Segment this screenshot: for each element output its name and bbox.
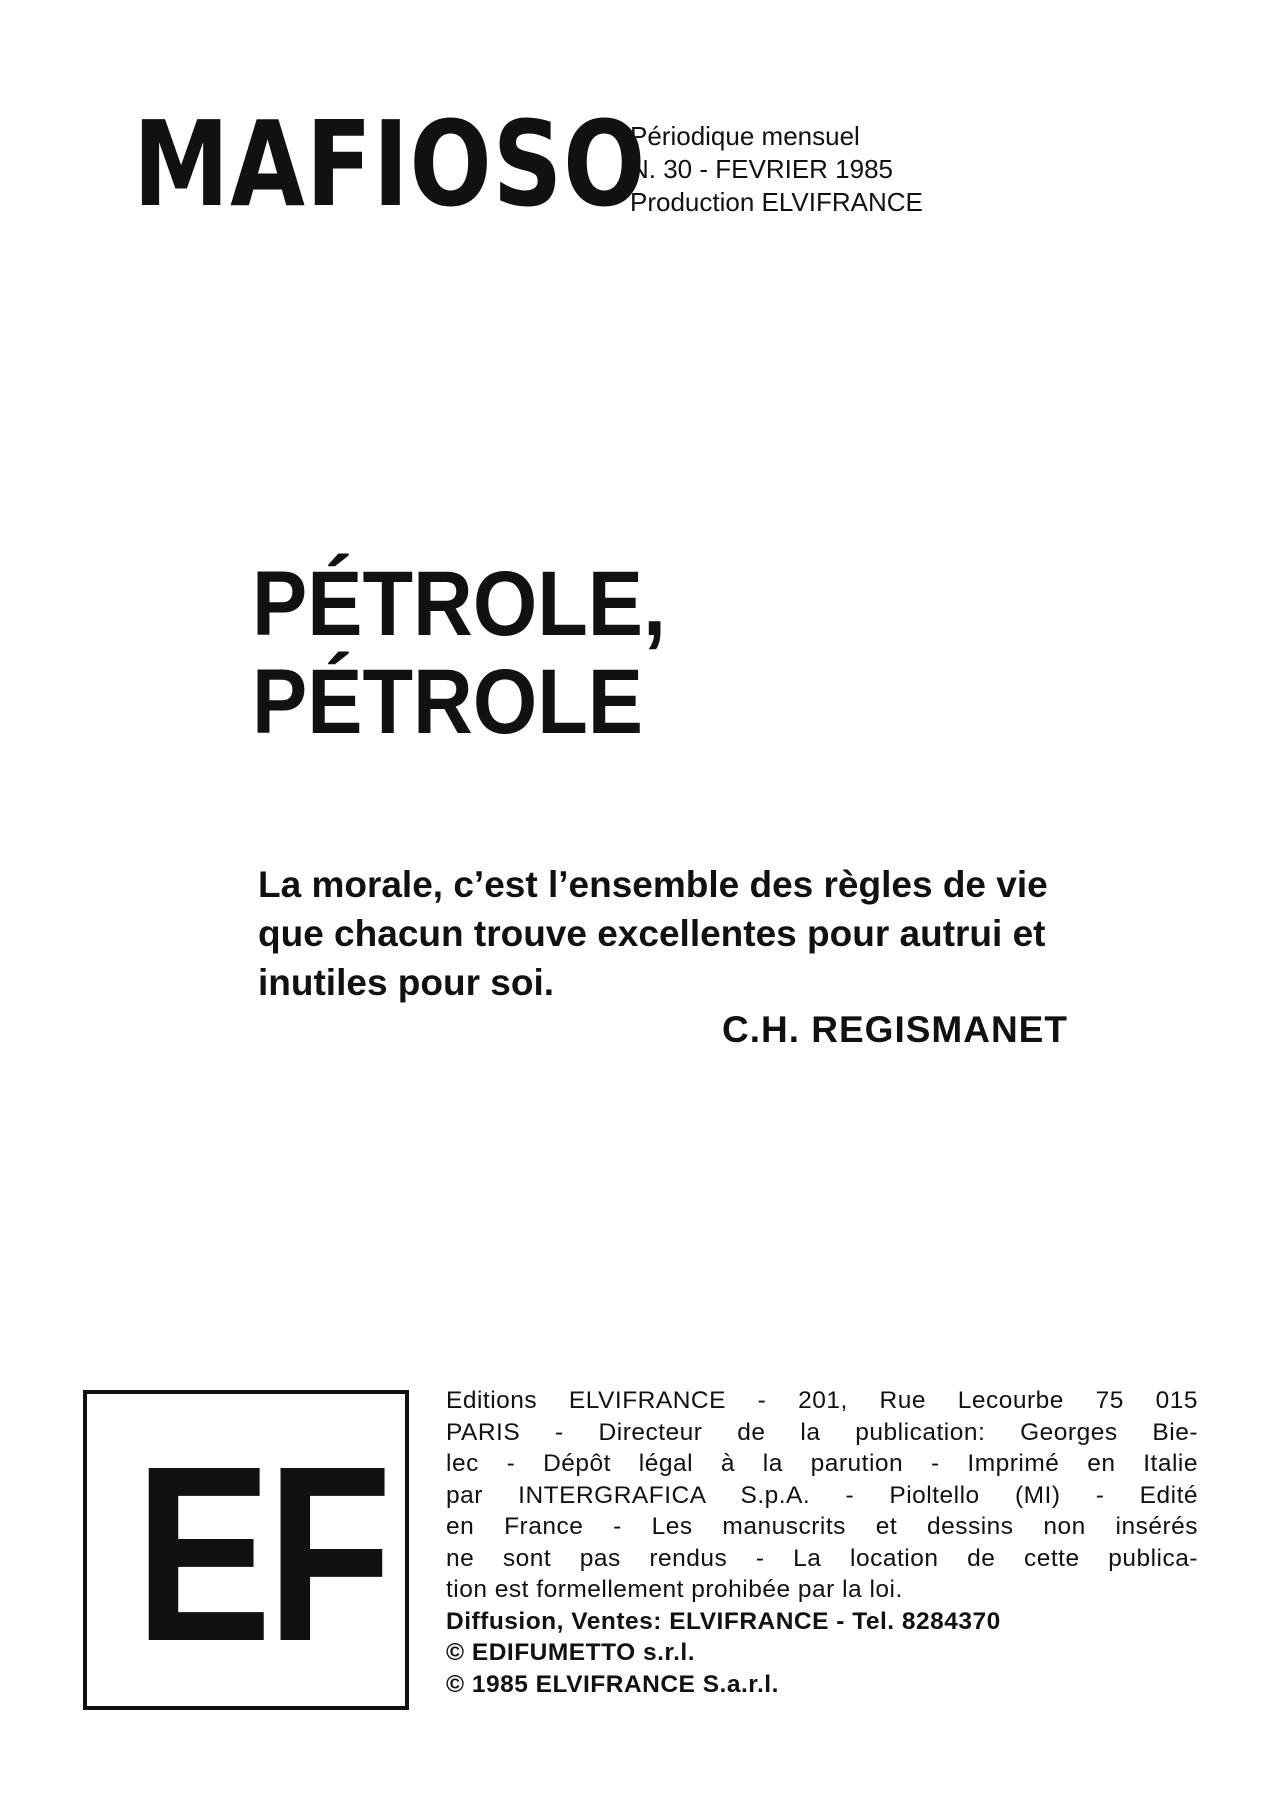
diffusion-line: Diffusion, Ventes: ELVIFRANCE - Tel. 8284370 — [446, 1607, 1001, 1635]
epigraph-quote — [258, 860, 1198, 1007]
publisher-logo-mark: EF — [135, 1414, 388, 1693]
quote-author: C.H. REGISMANET — [722, 1009, 1068, 1050]
title-line-2: PÉTROLE — [252, 651, 644, 753]
quote-line-1: La morale, c’est l’ensemble des règles de vie — [258, 864, 1048, 905]
publisher-logo — [83, 1390, 409, 1710]
title-line-1: PÉTROLE, — [252, 553, 667, 655]
story-title — [252, 555, 792, 751]
quote-line-2: que chacun trouve excellentes pour autrui et — [258, 913, 1046, 954]
copyright-line-2: © 1985 ELVIFRANCE S.a.r.l. — [446, 1670, 779, 1698]
legal-notice — [446, 1385, 1198, 1700]
issue-line: N. 30 - FEVRIER 1985 — [630, 154, 893, 184]
legal-line-1: Editions ELVIFRANCE - 201, Rue Lecourbe 75 015 — [446, 1387, 1198, 1414]
legal-line-7: tion est formellement prohibée par la loi. — [446, 1576, 903, 1603]
legal-line-4: par INTERGRAFICA S.p.A. - Pioltello (MI) - Edité — [446, 1481, 1198, 1509]
legal-line-2: PARIS - Directeur de la publication: Georges Bie- — [446, 1418, 1198, 1446]
legal-line-6: ne sont pas rendus - La location de cette publica- — [446, 1544, 1198, 1572]
copyright-line-1: © EDIFUMETTO s.r.l. — [446, 1639, 695, 1666]
production-line: Production ELVIFRANCE — [630, 187, 923, 217]
masthead-info — [630, 120, 1030, 219]
masthead-logo: MAFIOSO — [133, 95, 647, 233]
quote-line-3: inutiles pour soi. — [258, 962, 555, 1003]
legal-line-3: lec - Dépôt légal à la parution - Imprimé en Italie — [446, 1450, 1198, 1477]
legal-line-5: en France - Les manuscrits et dessins non insérés — [446, 1513, 1198, 1540]
periodicity-line: Périodique mensuel — [630, 121, 860, 151]
